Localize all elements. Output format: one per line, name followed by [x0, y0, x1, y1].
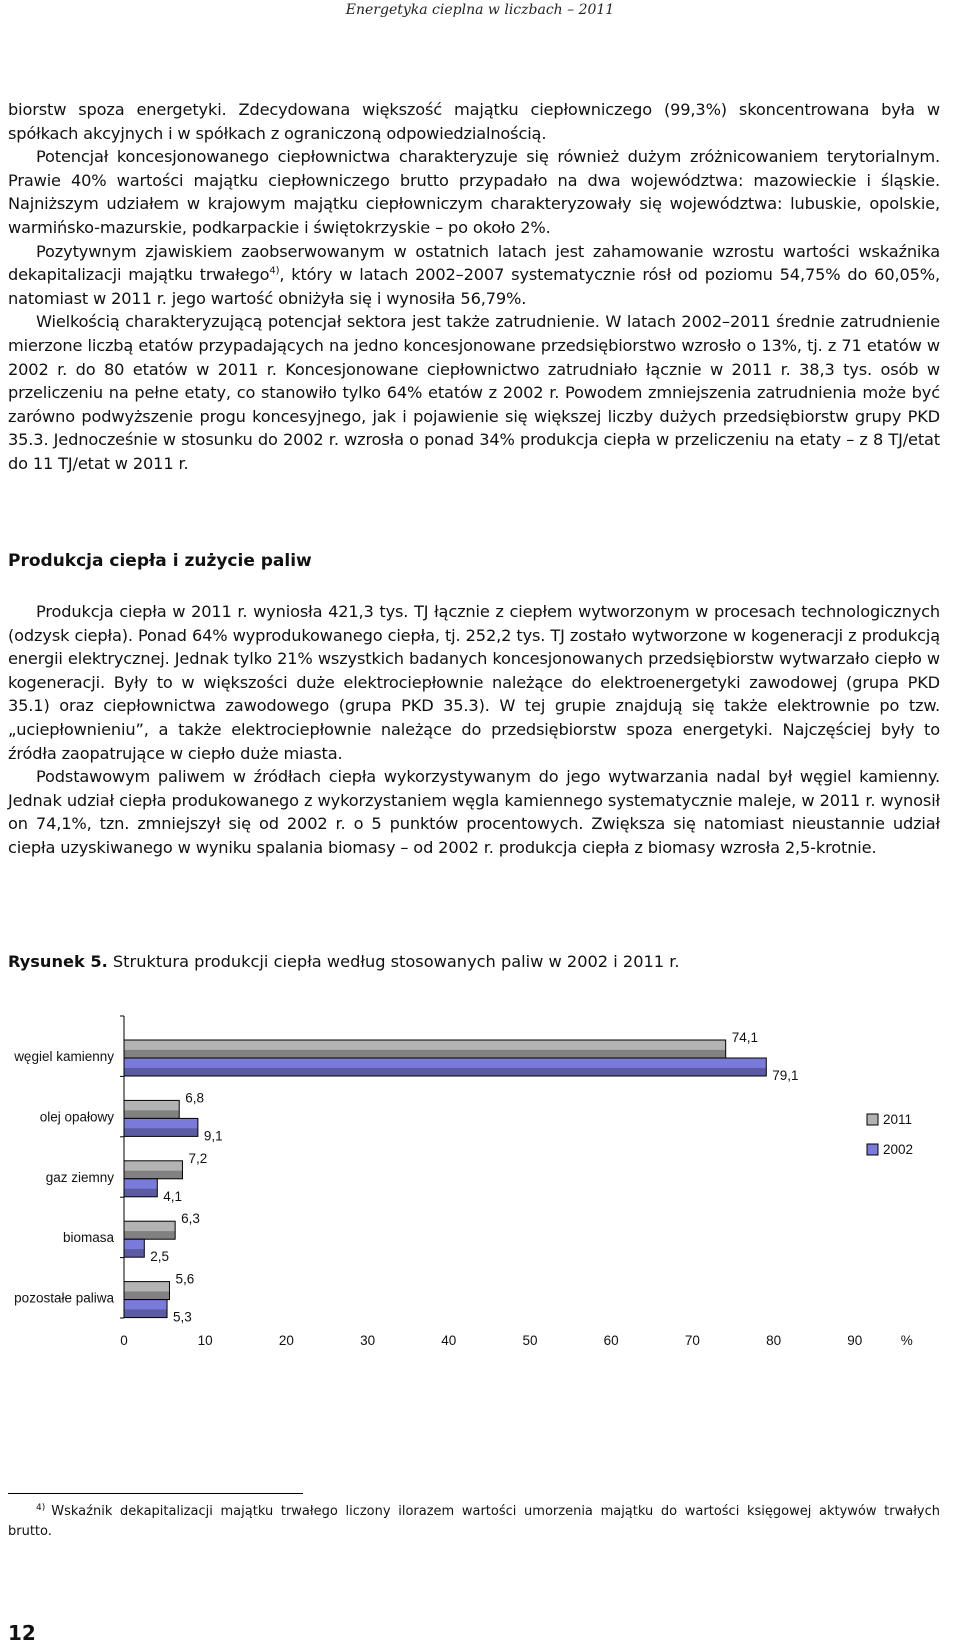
bar-shade	[124, 1128, 198, 1136]
category-label: pozostałe paliwa	[14, 1290, 114, 1306]
figure-caption-text: Struktura produkcji ciepła według stosowanych paliw w 2002 i 2011 r.	[107, 952, 680, 971]
data-label: 6,8	[185, 1090, 204, 1106]
bar-shade	[124, 1189, 157, 1197]
x-tick-label: 60	[603, 1333, 619, 1348]
legend-label: 2011	[883, 1112, 913, 1127]
paragraph: Produkcja ciepła w 2011 r. wyniosła 421,3 tys. TJ łącznie z ciepłem wytworzonym w procesach technologicznych (odzysk ciepła). Ponad 64% wyprodukowanego ciepła, tj. 252,2 tys. TJ zostało wytworzone w kogeneracji z produkcją energii elektrycznej. Jednak tylko 21% wszystkich badanych koncesjonowanych przedsiębiorstw wytwarzało ciepło w kogeneracji. Były to w większości duże elektrociepłownie należące do elektroenergetyki zawodowej (grupa PKD 35.1) oraz ciepłownictwa zawodowego (grupa PKD 35.3). W tej grupie znajdują się także elektrownie po tzw. „uciepłownieniu”, a także elektrociepłownie należące do przedsiębiorstw spoza energetyki. Najczęściej były to źródła zaopatrujące w ciepło duże miasta.	[8, 602, 940, 763]
x-tick-label: 90	[847, 1333, 863, 1348]
legend-swatch-2002	[867, 1144, 878, 1155]
data-label: 7,2	[188, 1150, 208, 1166]
data-label: 6,3	[181, 1211, 200, 1227]
bar-shade	[124, 1292, 169, 1300]
body-text-top	[8, 98, 940, 476]
paragraph: Podstawowym paliwem w źródłach ciepła wykorzystywanym do jego wytwarzania nadal był węgiel kamienny. Jednak udział ciepła produkowanego z wykorzystaniem węgla kamiennego systematycznie maleje, w 2011 r. wynosił on 74,1%, tzn. zmniejszył się od 2002 r. o 5 punktów procentowych. Zwiększa się natomiast nieustannie udział ciepła uzyskiwanego w wyniku spalania biomasy – od 2002 r. produkcja ciepła z biomasy wzrosła 2,5-krotnie.	[8, 767, 940, 857]
x-tick-label: 20	[278, 1333, 294, 1348]
paragraph: Wielkością charakteryzującą potencjał sektora jest także zatrudnienie. W latach 2002–2011 średnie zatrudnienie mierzone liczbą etatów przypadających na jedno koncesjonowane przedsiębiorstwo wzrosło o 13%, tj. z 71 etatów w 2002 r. do 80 etatów w 2011 r. Koncesjonowane ciepłownictwo zatrudniało łącznie w 2011 r. 38,3 tys. osób w przeliczeniu na pełne etaty, co stanowiło tylko 64% etatów z 2002 r. Powodem zmniejszenia zatrudnienia może być zarówno podwyższenie progu koncesyjnego, jak i pojawienie się większej liczby dużych przedsiębiorstw grupy PKD 35.3. Jednocześnie w stosunku do 2002 r. wzrosła o ponad 34% produkcja ciepła w przeliczeniu na etaty – z 8 TJ/etat do 11 TJ/etat w 2011 r.	[8, 312, 940, 473]
data-label: 4,1	[163, 1188, 183, 1204]
category-label: węgiel kamienny	[14, 1049, 114, 1064]
bar-shade	[124, 1171, 182, 1179]
footnote-mark: 4)	[36, 1502, 46, 1513]
footnote-divider	[8, 1493, 303, 1494]
footnote-text: Wskaźnik dekapitalizacji majątku trwałego liczony ilorazem wartości umorzenia majątku do wartości księgowej aktywów trwałych brutto.	[8, 1504, 940, 1539]
bar-chart-svg	[0, 1000, 960, 1430]
data-label: 79,1	[772, 1068, 799, 1083]
bar-shade	[124, 1110, 179, 1118]
x-tick-label: 10	[197, 1333, 213, 1348]
paragraph-text: Pozytywnym zjawiskiem zaobserwowanym w ostatnich latach jest zahamowanie wzrostu wartości wskaźnika dekapitalizacji majątku trwałego	[8, 241, 940, 285]
category-label: biomasa	[62, 1230, 114, 1246]
paragraph-text: , który w latach 2002–2007 systematycznie rósł od poziomu 54,75% do 60,05%, natomiast w 2011 r. jego wartość obniżyła się i wynosiła 56,79%.	[8, 265, 940, 308]
data-label: 2,5	[150, 1249, 170, 1265]
running-header: Energetyka cieplna w liczbach – 2011	[345, 2, 615, 18]
bar-shade	[124, 1249, 144, 1257]
x-tick-label: 70	[684, 1333, 700, 1348]
legend-swatch-2011	[867, 1114, 878, 1125]
bar-shade	[124, 1050, 726, 1058]
figure-label: Rysunek 5.	[8, 952, 108, 971]
x-tick-label: 40	[441, 1333, 457, 1348]
legend-label: 2002	[883, 1142, 914, 1157]
x-tick-label: 80	[766, 1333, 782, 1348]
x-unit-label: %	[900, 1333, 913, 1348]
category-label: olej opałowy	[39, 1109, 114, 1125]
data-label: 74,1	[731, 1030, 758, 1045]
figure-caption	[8, 950, 680, 974]
paragraph-with-footnote	[8, 240, 940, 311]
data-label: 5,3	[173, 1309, 192, 1325]
paragraph: biorstw spoza energetyki. Zdecydowana większość majątku ciepłowniczego (99,3%) skoncentrowana była w spółkach akcyjnych i w spółkach z ograniczoną odpowiedzialnością.	[8, 100, 940, 143]
bar-shade	[124, 1231, 175, 1239]
paragraph: Potencjał koncesjonowanego ciepłownictwa charakteryzuje się również dużym zróżnicowaniem terytorialnym. Prawie 40% wartości majątku ciepłowniczego brutto przypadało na dwa województwa: mazowieckie i śląskie. Najniższym udziałem w krajowym majątku ciepłowniczym charakteryzowały się województwa: lubuskie, opolskie, warmińsko-mazurskie, podkarpackie i świętokrzyskie – po około 2%.	[8, 147, 940, 237]
page-number: 12	[8, 1621, 36, 1645]
data-label: 5,6	[175, 1271, 195, 1287]
body-text-section	[8, 600, 940, 860]
x-tick-label: 50	[522, 1333, 538, 1348]
fuel-structure-chart	[0, 1000, 960, 1430]
section-heading: Produkcja ciepła i zużycie paliw	[8, 551, 312, 571]
footnote	[8, 1502, 940, 1542]
category-label: gaz ziemny	[45, 1169, 114, 1185]
bar-shade	[124, 1068, 766, 1076]
bar-shade	[124, 1310, 167, 1318]
x-tick-label: 30	[360, 1333, 376, 1348]
footnote-reference: 4)	[269, 265, 280, 277]
data-label: 9,1	[203, 1128, 223, 1144]
x-tick-label: 0	[120, 1333, 128, 1348]
